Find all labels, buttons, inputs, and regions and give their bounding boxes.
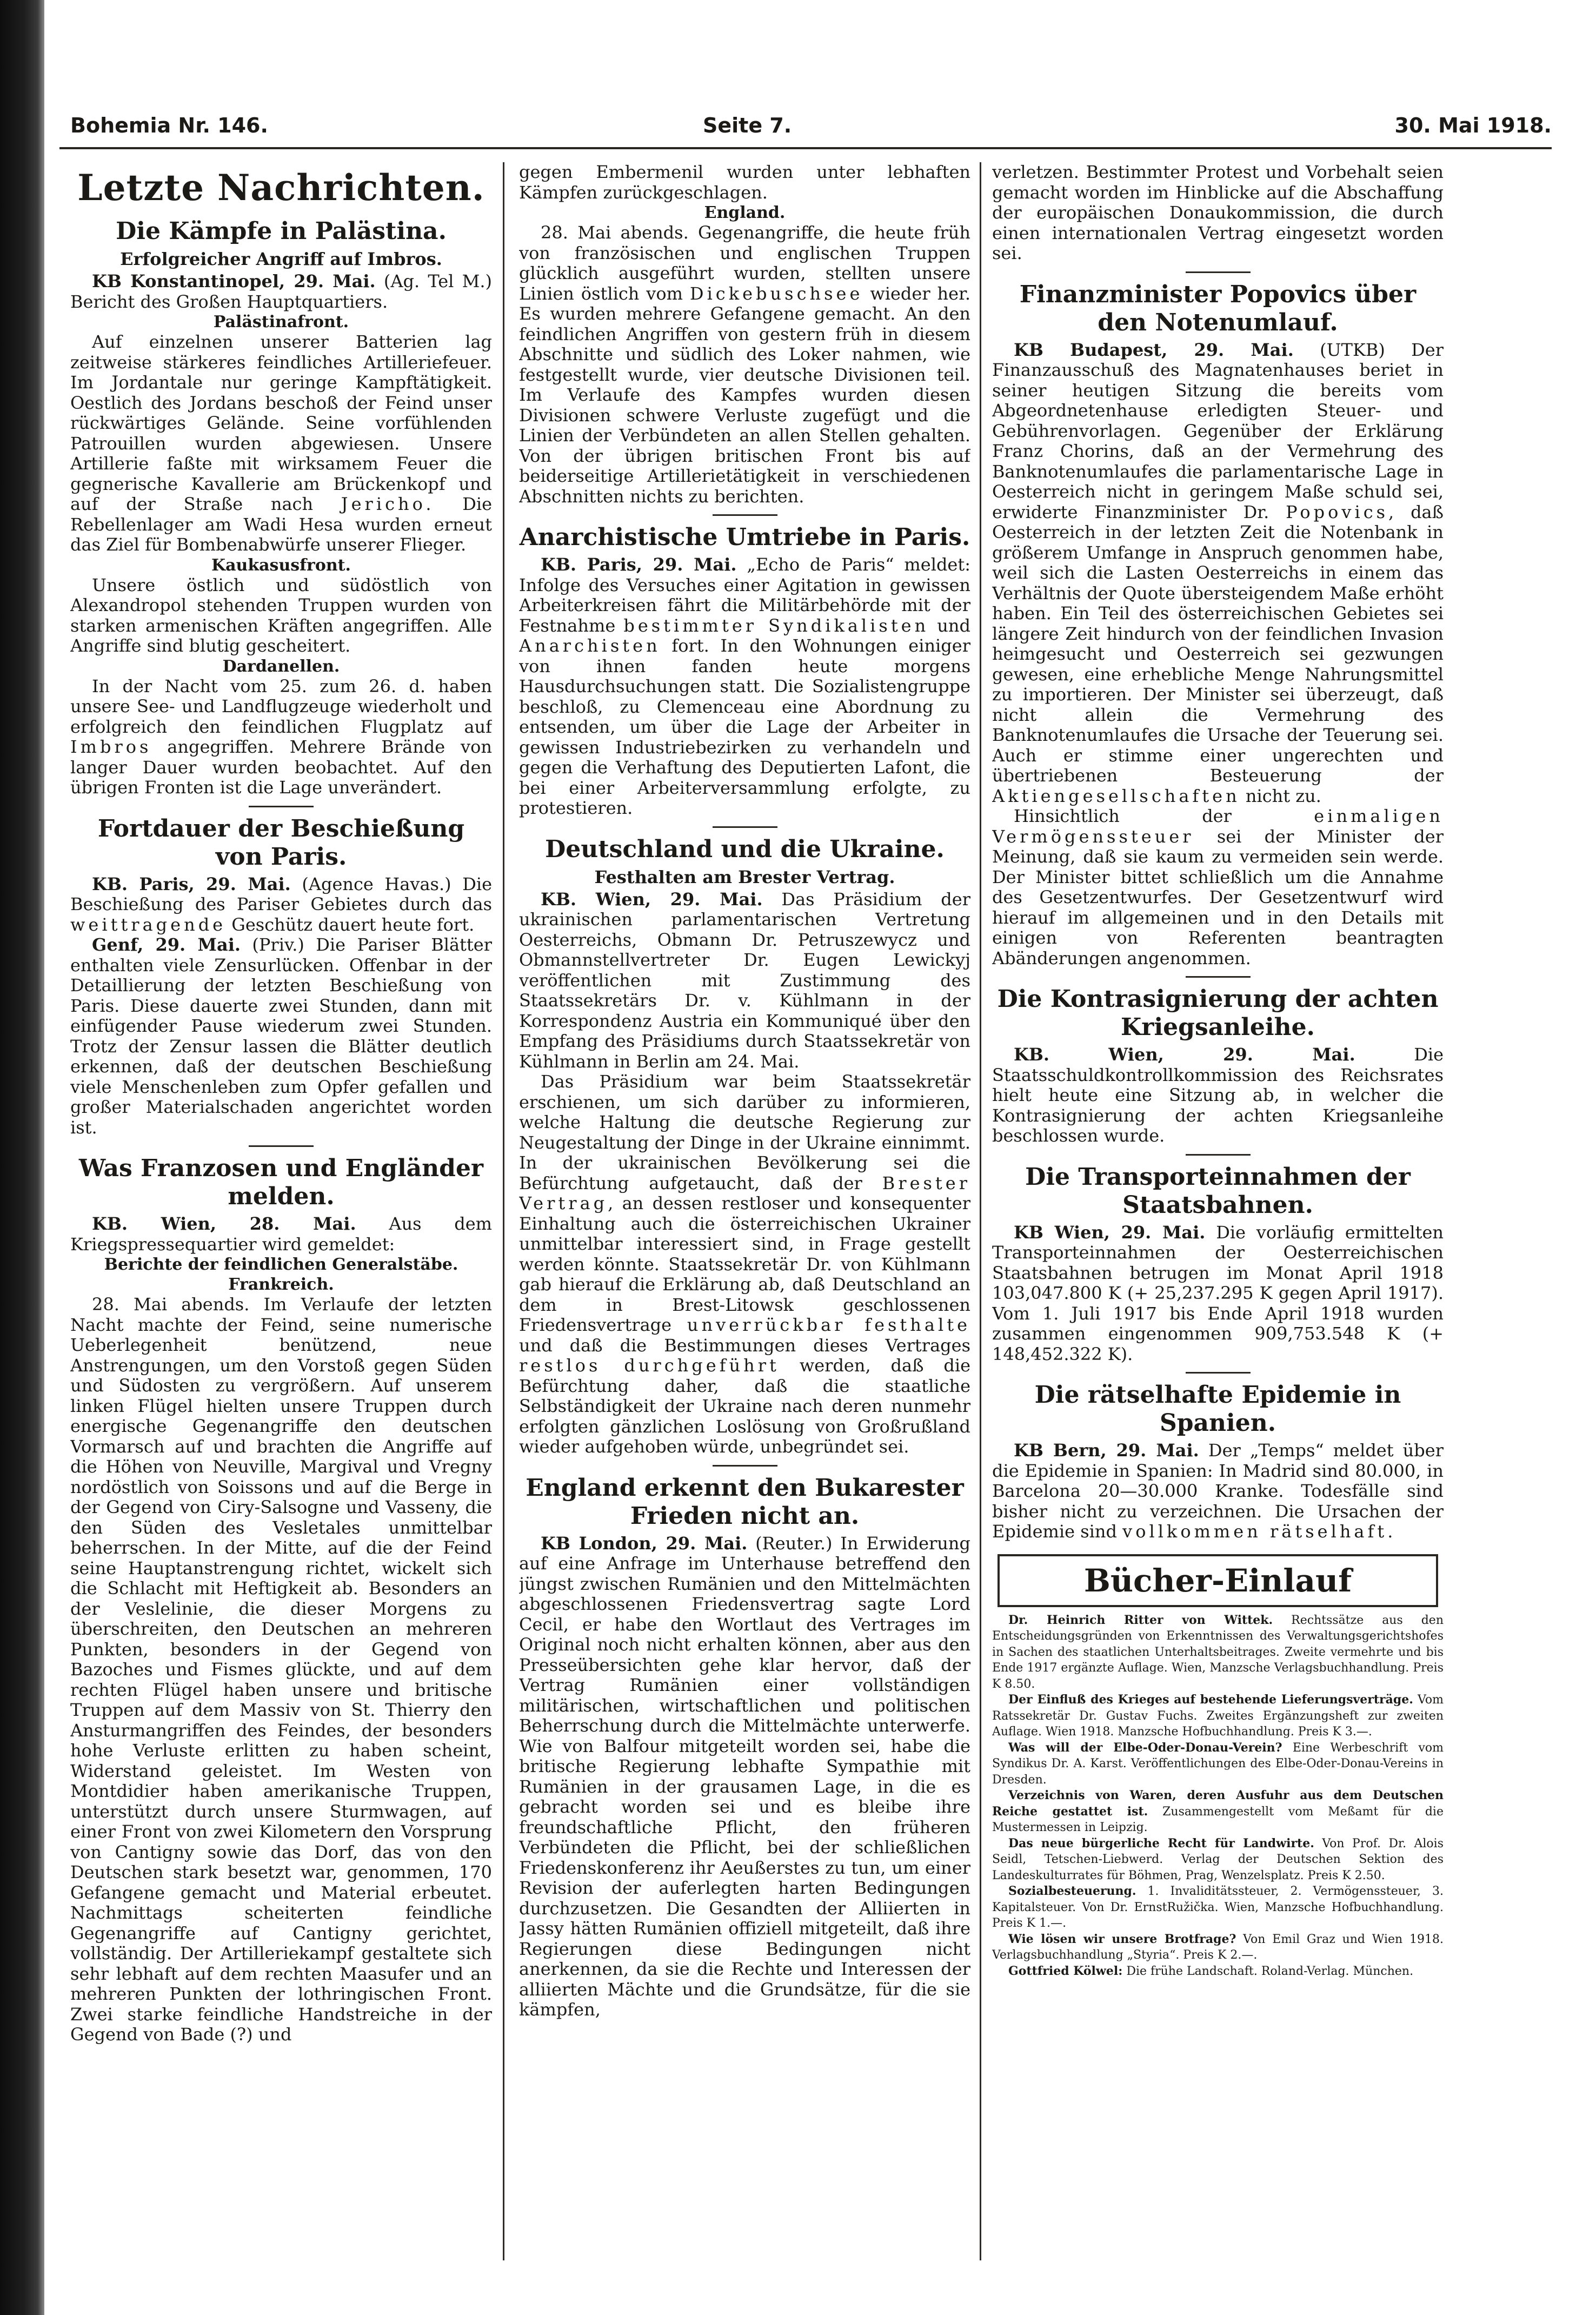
article-text: und — [937, 615, 970, 636]
article-text: Das Präsidium war beim Staatssekretär erschienen, um sich darüber zu informieren, welche Haltung die deutsche Regierung zur Neugestaltung der Dinge in der Ukraine einnimmt. In der ukrainischen Bevölkerung sei die Befürchtung aufgetaucht, daß der — [519, 1071, 970, 1193]
book-author: Sozialbesteuerung. — [1008, 1884, 1136, 1898]
article-text: (Priv.) Die Pariser Blätter enthalten viele Zensurlücken. Offenbar in der Detaillierung der letzten Beschießung von Paris. Diese dauerte zwei Stunden, dann mit einfügender Pause wiederum zwei Stunden. Trotz der Zensur lassen die Blätter deutlich erkennen, daß der deutschen Beschießung viele Menschenleben zum Opfer gefallen und großer Materialschaden angerichtet worden ist. — [70, 934, 492, 1138]
book-entry — [992, 1932, 1444, 1964]
book-author: Verzeichnis von Waren, deren Ausfuhr aus dem Deutschen Reiche gestattet ist. — [992, 1788, 1444, 1819]
book-entry — [992, 1740, 1444, 1788]
book-text: Von Prof. Dr. Alois Seidl, Tetschen-Liebwerd. Verlag der Deutschen Sektion des Landeskulturrates für Böhmen, Prag, Wenzelsplatz. Preis K 2.50. — [992, 1836, 1444, 1882]
dateline: Genf, 29. Mai. — [92, 934, 241, 955]
dateline: KB. Paris, 29. Mai. — [541, 554, 737, 575]
article-text: (Reuter.) In Erwiderung auf eine Anfrage im Unterhause betreffend den jüngst zwischen Rumänien und den Mittelmächten abgeschlossenen Friedensvertrag sagte Lord Cecil, er habe den Wortlaut des Vertrages im Original noch nicht erhalten können, aber aus den Presseübersichten gehe klar hervor, daß der Vertrag Rumänien einer vollständigen militärischen, wirtschaftlichen und politischen Beherrschung durch die Mittelmächte unterwerfe. Wie von Balfour mitgeteilt worden sei, habe die britische Regierung lebhafte Sympathie mit Rumänien in der grausamen Lage, in die es gebracht worden sei und es bleibe ihre freundschaftliche Pflicht, den früheren Verbündeten die Pflicht, bei der schließlichen Friedenskonferenz ihr Aeußerstes zu tun, um einer Revision der auferlegten harten Bedingungen durchzusetzen. Die Gesandten der Alliierten in Jassy hätten Rumänien offiziell mitgeteilt, daß ihre Regierungen diese Bedingungen nicht anerkennen, da sie die Rechte und Interessen der alliierten Mächte und die Grundsätze, für die sie kämpfen, — [519, 1533, 970, 2020]
article-palestine — [70, 217, 492, 798]
scan-edge — [0, 0, 44, 2315]
header-issue: Bohemia Nr. 146. — [70, 114, 268, 137]
article-text: Auf einzelnen unserer Batterien lag zeitweise stärkeres feindliches Artilleriefeuer. Im Jordantale nur geringe Kampftätigkeit. Oestlich des Jordans beschoß der Feind unser rückwärtiges Gelände. Seine vorfühlenden Patrouillen wurden abgewiesen. Unsere Artillerie faßte mit wirksamem Feuer die gegnerische Kavallerie am Brückenkopf und auf der Straße nach — [70, 331, 492, 514]
article-separator — [249, 806, 314, 807]
headline: Finanzminister Popovics über den Notenumlauf. — [1019, 280, 1417, 336]
article-text: Hinsichtlich der — [1014, 806, 1232, 826]
book-text: Vom Ratssekretär Dr. Gustav Fuchs. Zweites Ergänzungsheft zur zweiten Auflage. Wien 1918. Manzsche Hofbuchhandlung. Preis K 3.—. — [992, 1693, 1444, 1739]
spaced-text: unverrückbar festhalte — [687, 1315, 970, 1335]
spaced-text: weittragende — [70, 914, 227, 935]
article-west — [70, 1155, 492, 2045]
article-separator — [1186, 976, 1251, 978]
books-list — [992, 1613, 1444, 1980]
article-text: , an dessen restloser und konsequenter Einhaltung auch die österreichischen Ukrainer unmittelbar interessiert sind, in Frage gestellt werden könnte. Staatssekretär Dr. von Kühlmann gab hierauf die Erklärung ab, daß Deutschland an dem in Brest-Litowsk geschlossenen Friedensvertrage — [519, 1193, 970, 1335]
book-author: Was will der Elbe-Oder-Donau-Verein? — [1008, 1740, 1282, 1755]
dateline: KB. Wien, 28. Mai. — [92, 1213, 356, 1234]
book-text: Rechtssätze aus den Entscheidungsgründen von Erkenntnissen des Verwaltungsgerichtshofes in Sachen des staatlichen Unterhaltsbeitrages. Zweite vermehrte und bis Ende 1917 ergänzte Auflage. Wien, Manzsche Verlagsbuchhandlung. Preis K 8.50. — [992, 1613, 1444, 1691]
section-label: Dardanellen. — [222, 656, 340, 676]
books-heading: Bücher-Einlauf — [1083, 1562, 1352, 1599]
article-text: Der „Temps“ meldet über die Epidemie in Spanien: In Madrid sind 80.000, in Barcelona 20—30.000 Kranke. Todesfälle sind bisher nicht zu verzeichnen. Die Ursachen der Epidemie sind — [992, 1440, 1444, 1542]
article-paris — [70, 815, 492, 1138]
book-text: Die frühe Landschaft. Roland-Verlag. München. — [1126, 1964, 1414, 1978]
book-text: Zusammengestellt vom Meßamt für die Mustermessen in Leipzig. — [992, 1805, 1444, 1834]
article-text: „Echo de Paris“ meldet: Infolge des Versuches einer Agitation in gewissen Arbeiterkreisen fährt die Militärbehörde mit der Festnahme — [519, 554, 970, 636]
article-text: , daß Oesterreich in der letzten Zeit die Notenbank in größerem Umfange in Anspruch genommen habe, weil sich die Lasten Oesterreichs in einem das Verhältnis der Quote übersteigendem Maße erhöht haben. Ein Teil des österreichischen Gebietes sei längere Zeit hindurch von der feindlichen Invasion heimgesucht und Oesterreich sei gezwungen gewesen, eine erhebliche Menge Nahrungsmittel zu importieren. Der Minister sei überzeugt, daß nicht allein die Vermehrung des Banknotenumlaufes die Ursache der Teuerung sei. Auch er stimme einer ungerechten und übertriebenen Besteuerung der — [992, 501, 1444, 786]
article-text: Die Rebellenlager am Wadi Hesa wurden erneut das Ziel für Bombenabwürfe unserer Flieger. — [70, 494, 492, 555]
spaced-text: bestimmter Syndikalisten — [623, 615, 929, 636]
section-label: Frankreich. — [228, 1275, 334, 1294]
article-text: wieder her. Es wurden mehrere Gefangene gemacht. An den feindlichen Angriffen von gestern früh in diesem Abschnitte und südlich des Loker nahmen, wie festgestellt wurde, vier deutsche Divisionen teil. Im Verlaufe des Kampfes wurden diesen Divisionen schwere Verluste zugefügt und die Linien der Verbündeten an allen Stellen gehalten. Von der übrigen britischen Front bis auf beiderseitige Artillerietätigkeit in verschiedenen Abschnitten nichts zu berichten. — [519, 283, 970, 507]
section-label: Palästinafront. — [213, 313, 349, 331]
spaced-text: Brester Vertrag — [519, 1172, 970, 1213]
dateline: KB. Wien, 29. Mai. — [541, 888, 763, 910]
headline: Die Kämpfe in Palästina. — [116, 217, 447, 245]
book-author: Das neue bürgerliche Recht für Landwirte. — [1008, 1836, 1314, 1850]
book-author: Wie lösen wir unsere Brotfrage? — [1008, 1932, 1236, 1946]
article-popovics — [992, 281, 1444, 969]
headline: Die Kontrasignierung der achten Kriegsanleihe. — [997, 985, 1439, 1041]
subheadline: Erfolgreicher Angriff auf Imbros. — [120, 249, 442, 269]
article-bukarest — [519, 1474, 970, 2020]
article-ukraine — [519, 835, 970, 1457]
section-label: Berichte der feindlichen Generalstäbe. — [104, 1255, 458, 1274]
dateline: KB Konstantinopel, 29. Mai. — [92, 271, 376, 291]
section-label: Kaukasusfront. — [211, 555, 351, 575]
spaced-text: Imbros — [70, 737, 152, 757]
section-title: Letzte Nachrichten. — [77, 167, 485, 209]
book-author: Gottfried Kölwel: — [1008, 1964, 1123, 1978]
article-kontrasignierung — [992, 985, 1444, 1146]
article-text: (UTKB) Der Finanzausschuß des Magnatenhauses beriet in seiner heutigen Sitzung die bereits vom Abgeordnetenhause erledigten Steuer- und Gebührenvorlagen. Gegenüber der Erklärung Franz Chorins, daß an der Vermehrung des Banknotenumlaufes die parlamentarische Lage in Oesterreich nicht in geringem Maße schuld sei, erwiderte Finanzminister Dr. — [992, 339, 1444, 522]
section-label: England. — [704, 203, 786, 222]
article-text: fort. In den Wohnungen einiger von ihnen fanden heute morgens Hausdurchsuchungen statt. Die Sozialistengruppe beschloß, zu Clemenceau eine Abordnung zu entsenden, um über die Lage der Arbeiter in gewissen Industriebezirken zu verhandeln und gegen die Verhaftung des Deputierten Lafont, die bei einer Arbeiterversammlung erfolgte, zu protestieren. — [519, 635, 970, 818]
spaced-text: Aktiengesellschaften — [992, 785, 1240, 806]
article-separator — [1186, 1154, 1251, 1156]
dateline: KB Budapest, 29. Mai. — [1014, 339, 1294, 360]
article-separator — [1186, 1372, 1251, 1374]
book-text: Eine Werbeschrift vom Syndikus Dr. A. Karst. Veröffentlichungen des Elbe-Oder-Donau-Vereins in Dresden. — [992, 1741, 1444, 1787]
headline: Fortdauer der Beschießung von Paris. — [97, 814, 465, 871]
headline: Anarchistische Umtriebe in Paris. — [519, 523, 970, 551]
spaced-text: Anarchisten — [519, 635, 661, 656]
book-text: 1. Invaliditätssteuer, 2. Vermögenssteuer, 3. Kapitalsteuer. Von Dr. ErnstRužička. Wien, Manzsche Hofbuchhandlung. Preis K 1.—. — [992, 1885, 1444, 1930]
spaced-text: vollkommen rätselhaft. — [1122, 1521, 1396, 1542]
article-text: Die vorläufig ermittelten Transporteinnahmen der Oesterreichischen Staatsbahnen betrugen im Monat April 1918 103,047.800 K (+ 25,237.295 K gegen April 1917). Vom 1. Juli 1917 bis Ende April 1918 wurden zusammen eingenommen 909,753.548 K (+ 148,452.322 K). — [992, 1222, 1444, 1364]
book-entry — [992, 1883, 1444, 1932]
article-text: sei der Minister der Meinung, daß sie kaum zu vermeiden sein werde. Der Minister bittet schließlich um die Annahme des Gesetzentwurfes. Der Gesetzentwurf wird hierauf im allgemeinen und in den Details mit einigen von Referenten beantragten Abänderungen angenommen. — [992, 826, 1444, 969]
column-2 — [519, 162, 970, 2293]
spaced-text: Popovics — [1286, 501, 1389, 522]
column-rule — [980, 162, 981, 2260]
article-text: 28. Mai abends. Gegenangriffe, die heute früh von französischen und englischen Truppen glücklich ausgeführt wurden, stellten unsere Linien östlich vom — [519, 222, 970, 304]
book-entry — [992, 1788, 1444, 1836]
headline: England erkennt den Bukarester Frieden nicht an. — [526, 1474, 964, 1530]
article-text: Aus dem Kriegspressequartier wird gemeldet: — [70, 1213, 492, 1255]
dateline: KB Bern, 29. Mai. — [1014, 1440, 1199, 1461]
spaced-text: einmaligen Vermögenssteuer — [992, 806, 1444, 847]
article-text: angegriffen. Mehrere Brände von langer Dauer wurden beobachtet. Auf den übrigen Fronten ist die Lage unverändert. — [70, 737, 492, 798]
article-text: Das Präsidium der ukrainischen parlamentarischen Vertretung Oesterreichs, Obmann Dr. Petruszewycz und Obmannstellvertreter Dr. Eugen Lewickyj veröffentlichen mit Zustimmung des Staatssekretärs Dr. v. Kühlmann in der Korrespondenz Austria ein Kommuniqué über den Empfang des Präsidiums durch Staatssekretär von Kühlmann in Berlin am 24. Mai. — [519, 888, 970, 1072]
dateline: KB. Wien, 29. Mai. — [1014, 1044, 1355, 1065]
article-separator — [1186, 271, 1251, 273]
article-text: Die Staatsschuldkontrollkommission des Reichsrates hielt heute eine Sitzung ab, in welcher die Kontrasignierung der achten Kriegsanleihe beschlossen wurde. — [992, 1044, 1444, 1146]
column-3 — [992, 162, 1444, 2293]
header-rule — [59, 147, 1552, 149]
column-1 — [70, 162, 492, 2293]
book-entry — [992, 1613, 1444, 1693]
article-separator — [713, 514, 777, 516]
subheadline: Festhalten am Brester Vertrag. — [594, 866, 895, 887]
books-heading-box — [998, 1554, 1438, 1607]
headline: Deutschland und die Ukraine. — [545, 835, 945, 863]
article-text: verletzen. Bestimmter Protest und Vorbehalt seien gemacht worden im Hinblicke auf die Abschaffung der europäischen Donaukommission, die durch einen internationalen Vertrag eingesetzt worden sei. — [992, 162, 1444, 263]
header-date: 30. Mai 1918. — [1394, 114, 1552, 137]
article-text: 28. Mai abends. Im Verlaufe der letzten Nacht machte der Feind, seine numerische Ueberlegenheit benützend, neue Anstrengungen, um den Vorstoß gegen Süden und Südosten zu vergrößern. Auf unserem linken Flügel hielten unsere Truppen durch energische Gegenangriffe den deutschen Vormarsch auf und brachten die Angriffe auf die Höhen von Neuville, Margival und Vregny nordöstlich von Soissons und auf die Berge in der Gegend von Ciry-Salsogne und Vasseny, die den Süden des Vesletales unmittelbar beherrschen. In der Mitte, auf die der Feind seine Hauptanstrengung richtet, wickelt sich die Schlacht mit Heftigkeit ab. Besonders an der Veslelinie, die dieser Morgens zu überschreiten, den Deutschen an mehreren Punkten, besonders in der Gegend von Bazoches und Fismes glückte, und auf dem rechten Flügel haben unsere und britische Truppen auf dem Massiv von St. Thierry den Ansturmangriffen des Feindes, der besonders hohe Verluste erlitten zu haben scheint, Widerstand geleistet. Im Westen von Montdidier haben amerikanische Truppen, unterstützt durch unsere Sturmwagen, auf einer Front von zwei Kilometern den Vorsprung von Cantigny sowie das Dorf, das von den Deutschen stark besetzt war, genommen, 170 Gefangene gemacht und Material erbeutet. Nachmittags scheiterten feindliche Gegenangriffe auf Cantigny gerichtet, vollständig. Der Artilleriekampf gestaltete sich sehr lebhaft auf dem rechten Maasufer und an mehreren Punkten der lothringischen Front. Zwei starke feindliche Handstreiche in der Gegend von Bade (?) und — [70, 1294, 492, 2045]
article-text: und daß die Bestimmungen dieses Vertrages — [519, 1335, 970, 1356]
dateline: KB Wien, 29. Mai. — [1014, 1222, 1206, 1243]
book-entry — [992, 1692, 1444, 1740]
article-text: nicht zu. — [1245, 785, 1321, 806]
article-text: In der Nacht vom 25. zum 26. d. haben unsere See- und Landflugzeuge wiederholt und erfolgreich den feindlichen Flugplatz auf — [70, 675, 492, 737]
header-page-number: Seite 7. — [703, 114, 792, 137]
book-text: Von Emil Graz und Wien 1918. Verlagsbuchhandlung „Styria“. Preis K 2.—. — [992, 1932, 1444, 1962]
book-author: Dr. Heinrich Ritter von Wittek. — [1008, 1613, 1273, 1627]
page-header — [70, 114, 1552, 146]
article-transport — [992, 1163, 1444, 1365]
book-entry — [992, 1836, 1444, 1884]
article-text: (Agence Havas.) Die Beschießung des Pariser Gebietes durch das — [70, 873, 492, 914]
article-separator — [249, 1145, 314, 1147]
article-separator — [713, 826, 777, 828]
headline: Was Franzosen und Engländer melden. — [78, 1155, 484, 1210]
book-entry — [992, 1964, 1444, 1980]
article-epidemie — [992, 1381, 1444, 1542]
spaced-text: Dickebuschsee — [689, 283, 863, 304]
dateline: KB London, 29. Mai. — [541, 1533, 748, 1554]
article-text: werden, daß die Befürchtung daher, daß die staatliche Selbständigkeit der Ukraine nach deren nunmehr erfolgten gänzlichen Loslösung von Großrußland wieder aufgehoben würde, unbegründet sei. — [519, 1355, 970, 1457]
headline: Die Transporteinnahmen der Staatsbahnen. — [1025, 1163, 1411, 1219]
article-separator — [713, 1465, 777, 1467]
article-text: Geschütz dauert heute fort. — [231, 914, 475, 935]
article-text: gegen Embermenil wurden unter lebhaften Kämpfen zurückgeschlagen. — [519, 162, 970, 203]
spaced-text: restlos durchgeführt — [519, 1355, 780, 1376]
spaced-text: Jericho. — [341, 494, 435, 514]
dateline: KB. Paris, 29. Mai. — [92, 873, 291, 894]
article-text: Unsere östlich und südöstlich von Alexandropol stehenden Truppen wurden von starken armenischen Kräften angegriffen. Alle Angriffe sind blutig gescheitert. — [70, 574, 492, 656]
headline: Die rätselhafte Epidemie in Spanien. — [1034, 1381, 1401, 1437]
article-anarchists — [519, 523, 970, 819]
book-author: Der Einfluß des Krieges auf bestehende Lieferungsverträge. — [1008, 1693, 1413, 1707]
column-rule — [503, 162, 504, 2260]
article-text: (Ag. Tel M.) Bericht des Großen Hauptquartiers. — [70, 271, 492, 312]
